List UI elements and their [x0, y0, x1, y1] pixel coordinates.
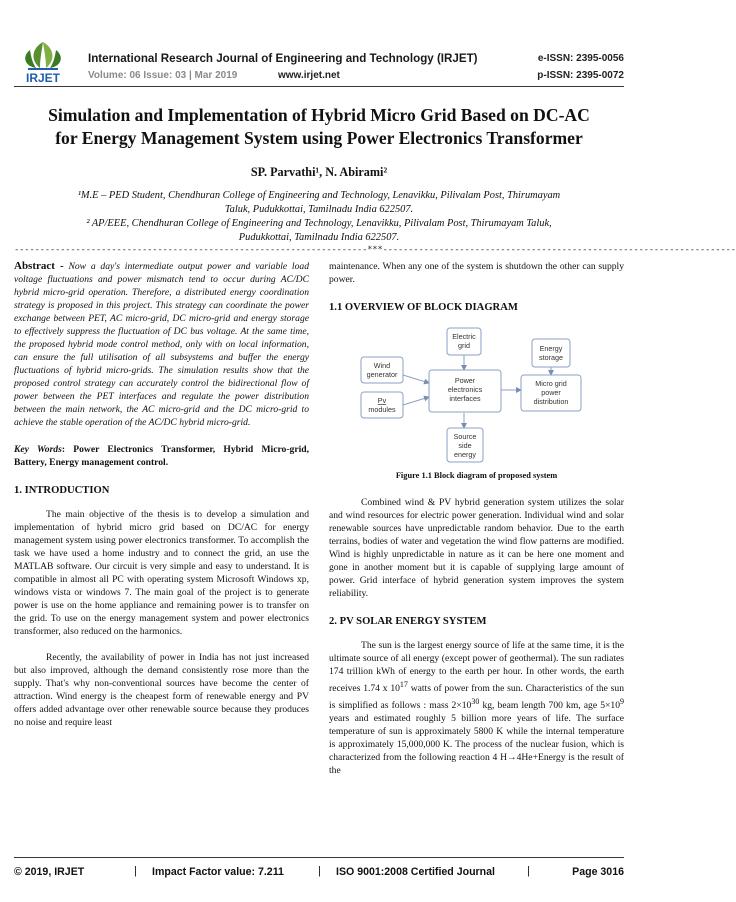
pv-text-4: years and estimated roughly 5 billion more years of life. The surface temperature of sun is approximately 5800 K while the internal temperature is approximately 15,000,000 K. The process of the nuclear fusion, which is characterized from the following reaction 4 H→4He+Energy is the result of the [329, 713, 624, 777]
block-diagram [329, 325, 624, 465]
connector-wind-pet [403, 375, 429, 383]
wind-pv-paragraph: Combined wind & PV hybrid generation system utilizes the solar and wind resources for electric power generation. Individual wind and solar renewable sources have unpredictable random behavior. Due to the earth terrains, bodies of water and vegetation the wind flow patterns are modified. Wind is highly unpredictable in nature as it can be here one moment and gone in another moment but it is capable of supplying large amount of power. Grid interface of hybrid generation system improves the system reliability. [329, 497, 624, 599]
pv-sup-2: 30 [471, 697, 480, 707]
eissn: e-ISSN: 2395-0056 [537, 53, 624, 64]
block-pv-modules [361, 392, 403, 418]
abstract-text: Now a day's intermediate output power and variable load voltage fluctuations and power mismatch tend to occur during AC/DC hybrid micro-grid operation. Therefore, a distributed energy coordination strategy is proposed in this project. This strategy can coordinate the power exchange between PET, AC micro-grid, DC micro-grid and energy storage to effectively suppress the fluctuation of DC bus voltage. At the same time, the proposed hybrid mode control method, only with on local information, can ensure the full utilisation of all subsystems and buffer the energy fluctuations of hybrid micro-grids. The simulation results show that the proposed control strategy can accurately control the bidirectional flow of power between the PET interfaces and regulate the power distribution between the main network, the AC micro-grid and the DC micro-grid to achieve the stable operation of the AC/DC hybrid micro-grid. [14, 261, 309, 428]
logo-text: IRJET [25, 71, 61, 85]
paper-title [14, 104, 624, 150]
affiliation-1 [40, 189, 598, 216]
affiliation-2 [40, 217, 598, 244]
title-line-2: for Energy Management System using Power Electronics Transformer [55, 128, 583, 148]
title-line-1: Simulation and Implementation of Hybrid Micro Grid Based on DC-AC [48, 105, 590, 125]
block-source-line3: energy [454, 450, 476, 459]
block-microgrid-line2: power [541, 388, 561, 397]
block-energy-storage [532, 339, 570, 367]
journal-header [0, 0, 638, 88]
block-microgrid-line3: distribution [533, 397, 569, 406]
affiliation-1-line-1: ¹M.E – PED Student, Chendhuran College of Engineering and Technology, Lenavikku, Pilivalam Post, Thirumayam [77, 190, 561, 201]
abstract [14, 260, 309, 429]
block-pet-line3: interfaces [449, 394, 481, 403]
pv-text-3: kg, beam length 700 km, age 5×10 [479, 700, 620, 712]
affiliation-1-line-2: Taluk, Pudukkottai, Tamilnadu India 622507. [224, 203, 414, 215]
keywords-label: Key Words [14, 444, 62, 455]
block-pet-line2: electronics [447, 385, 483, 394]
journal-website-link[interactable]: www.irjet.net [278, 70, 340, 81]
block-power-electronics-interfaces [429, 370, 501, 412]
keywords-text: : Power Electronics Transformer, Hybrid Micro-grid, Battery, Energy management control. [14, 444, 309, 468]
block-storage-line1: Energy [539, 344, 563, 353]
block-source-side-energy [447, 428, 483, 462]
pv-sup-3: 9 [620, 697, 624, 707]
block-pv-line1: Pv [377, 396, 387, 405]
figure-caption: Figure 1.1 Block diagram of proposed system [395, 471, 558, 480]
block-electric-grid-line1: Electric [452, 332, 476, 341]
block-microgrid-line1: Micro grid [535, 379, 567, 388]
irjet-logo [10, 38, 76, 86]
block-electric-grid [447, 328, 481, 355]
pissn: p-ISSN: 2395-0072 [537, 70, 624, 81]
right-paragraph-continued: maintenance. When any one of the system is shutdown the other can supply power. [329, 261, 624, 285]
footer-page-number: Page 3016 [572, 866, 624, 878]
section-separator: ---------------------------------------------------------------------***--------------------------------------------------------------------- [14, 245, 736, 255]
block-micro-grid-distribution [521, 375, 581, 411]
intro-heading: 1. INTRODUCTION [14, 485, 110, 496]
block-electric-grid-line2: grid [458, 341, 470, 350]
keywords [14, 443, 309, 469]
footer-rule [14, 857, 624, 858]
right-column [329, 260, 624, 777]
block-wind-line1: Wind [373, 361, 391, 370]
abstract-label: Abstract - [14, 260, 64, 272]
footer-separator: | [318, 865, 321, 877]
pv-heading: 2. PV SOLAR ENERGY SYSTEM [329, 616, 487, 627]
journal-name: International Research Journal of Engineering and Technology (IRJET) [88, 52, 478, 65]
block-source-line2: side [458, 441, 472, 450]
affiliation-2-line-1: ² AP/EEE, Chendhuran College of Engineering and Technology, Lenavikku, Pilivalam Post, Thirumayam Taluk, [86, 218, 552, 229]
block-source-line1: Source [453, 432, 477, 441]
intro-paragraph-2: Recently, the availability of power in India has not just increased but also improved, although the demand consistently rose more than the supply. That's why non-conventional sources have become the center of attraction. Wind energy is the cheapest form of renewable energy and PV offers added advantage over other renewable source because they produces no noise and require least [14, 652, 309, 728]
block-pv-line2: modules [368, 405, 396, 414]
affiliation-2-line-2: Pudukkottai, Tamilnadu India 622507. [238, 231, 400, 243]
footer-impact-factor: Impact Factor value: 7.211 [152, 866, 284, 878]
block-wind-generator [361, 357, 403, 383]
footer-separator: | [527, 865, 530, 877]
pv-paragraph [329, 639, 624, 777]
left-column [14, 260, 309, 729]
journal-volume: Volume: 06 Issue: 03 | Mar 2019 [88, 70, 238, 81]
footer-copyright: © 2019, IRJET [14, 866, 85, 878]
block-storage-line2: storage [539, 353, 563, 362]
pv-sup-1: 17 [399, 680, 408, 689]
connector-pv-pet [403, 397, 429, 405]
header-rule [14, 86, 624, 87]
block-pet-line1: Power [454, 376, 476, 385]
block-wind-line2: generator [366, 370, 398, 379]
pv-text-2: watts of power from the sun. Characteristics of the sun is simplified as follows : mass 2×10 [329, 683, 624, 712]
intro-paragraph-1: The main objective of the thesis is to develop a simulation and implementation of hybrid micro grid based on DC/AC for energy management system using power electronics transformer. To accomplish the task we have used a home industry and to connect the grid, an use the MATLAB software. Our circuit is very simple and easy to understand. It is compatible in almost all PC with operating system Microsoft Windows xp, windows vista or windows 7. The main goal of the project is to generate power is use on the home appliance and remaining power is to transfer on the grid. To use on the energy management system and power electronics transformer, also reduced on the harmonics. [14, 509, 309, 637]
footer-separator: | [134, 865, 137, 877]
logo-leaf-icon [25, 42, 61, 69]
footer-iso: ISO 9001:2008 Certified Journal [336, 866, 495, 878]
pv-text-1: The sun is the largest energy source of life at the same time, it is the ultimate source of all energy (except power of geothermal). The sun radiates 174 trillion kWh of energy to the earth per hour. In other words, the earth receives 1.74 x 10 [329, 640, 624, 695]
paper-authors: SP. Parvathi¹, N. Abirami² [250, 165, 388, 179]
overview-heading: 1.1 OVERVIEW OF BLOCK DIAGRAM [329, 302, 518, 313]
